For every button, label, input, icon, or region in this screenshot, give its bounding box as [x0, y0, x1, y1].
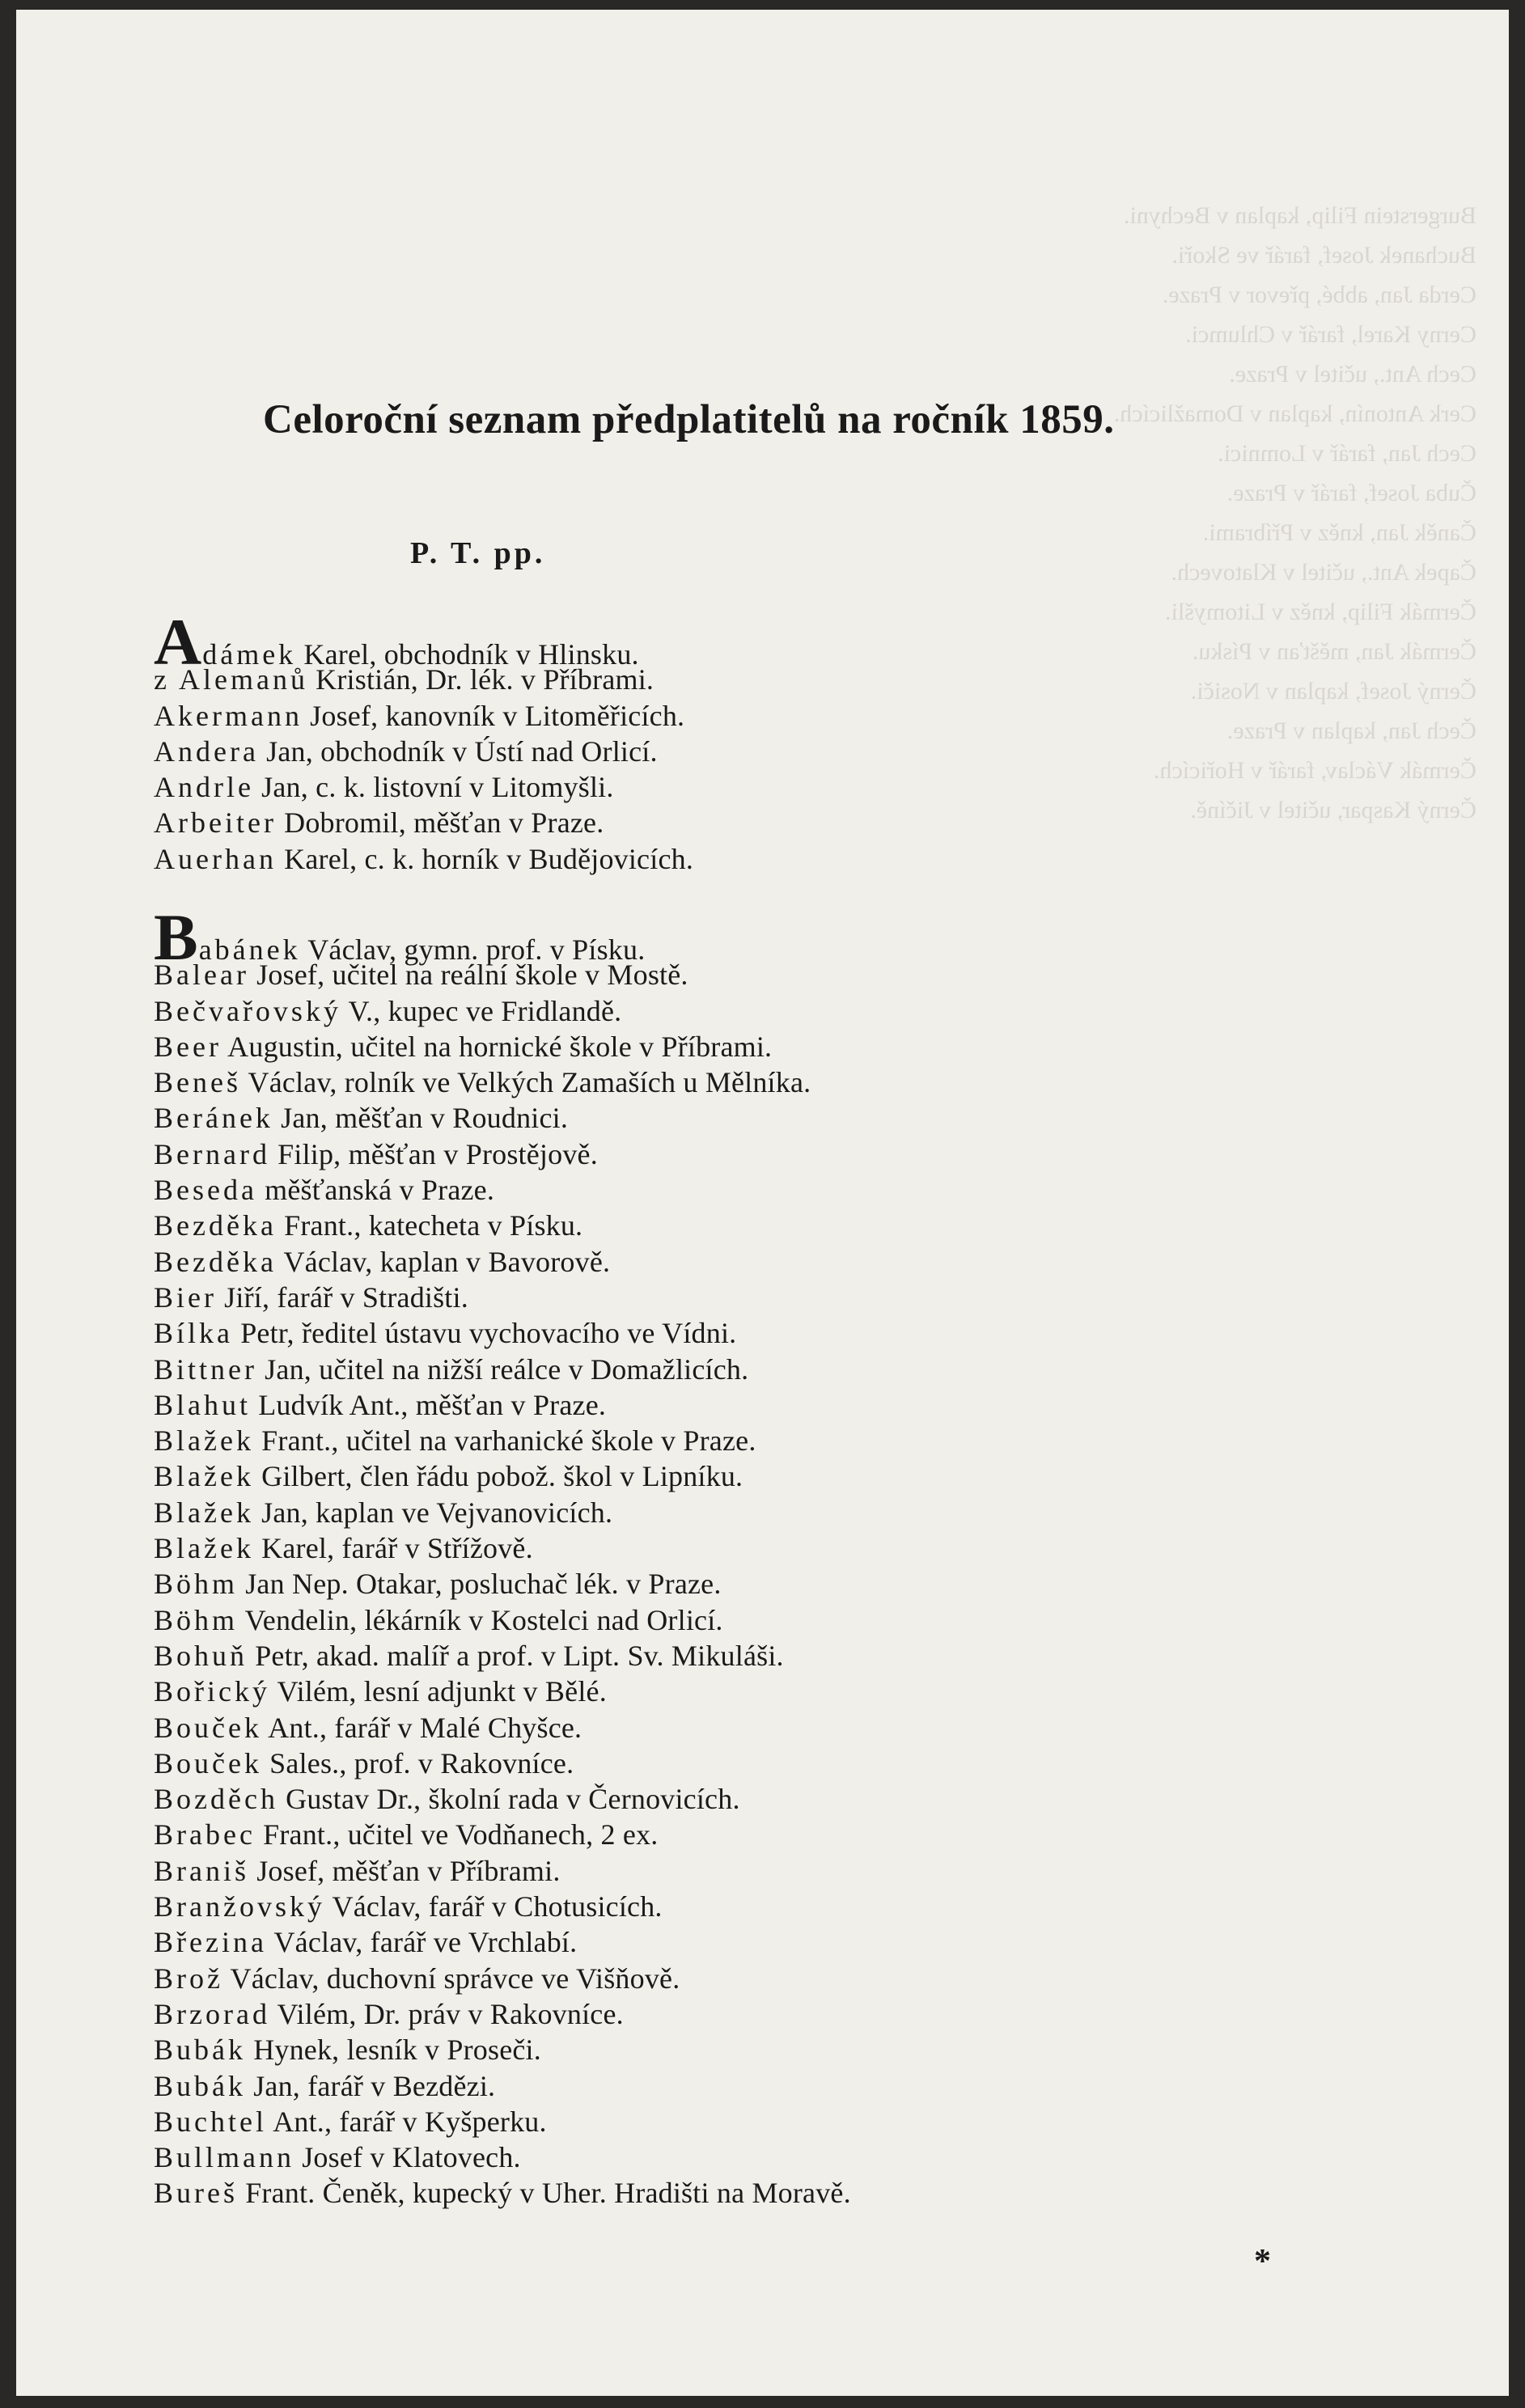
subscriber-surname: Březina	[154, 1926, 267, 1959]
subscriber-details: Jiří, farář v Stradišti.	[216, 1280, 468, 1314]
section-initial: B	[154, 900, 198, 974]
subscriber-details: Karel, obchodník v Hlinsku.	[296, 638, 639, 671]
subscriber-surname: Blažek	[154, 1532, 254, 1565]
subscriber-details: Frant. Čeněk, kupecký v Uher. Hradišti na Moravě.	[238, 2177, 851, 2210]
subscriber-details: Vilém, lesní adjunkt v Bělé.	[269, 1675, 607, 1708]
subscriber-details: Vendelin, lékárník v Kostelci nad Orlicí.	[238, 1603, 723, 1636]
subscriber-details: Filip, měšťan v Prostějově.	[269, 1137, 598, 1170]
subscriber-entry	[154, 698, 693, 734]
subscriber-details: Ludvík Ant., měšťan v Praze.	[251, 1388, 607, 1421]
subscriber-details: Frant., katecheta v Písku.	[276, 1209, 583, 1242]
subscriber-details: Jan, farář v Bezdězi.	[246, 2069, 496, 2102]
subscriber-details: Sales., prof. v Rakovníce.	[261, 1746, 574, 1780]
subscriber-entry	[154, 1530, 851, 1566]
subscriber-surname: Bernard	[154, 1137, 270, 1170]
section-initial: A	[154, 605, 202, 679]
subscriber-details: Ant., farář v Malé Chyšce.	[261, 1711, 582, 1744]
subscriber-details: Frant., učitel ve Vodňanech, 2 ex.	[255, 1818, 659, 1851]
subscriber-surname: Brzorad	[154, 1997, 270, 2030]
subscriber-entry	[154, 1961, 851, 1996]
subscriber-details: Petr, ředitel ústavu vychovacího ve Vídni.	[233, 1317, 737, 1350]
subscriber-entry	[154, 769, 693, 805]
subscriber-surname: Arbeiter	[154, 806, 277, 840]
subscriber-surname: Bezděka	[154, 1245, 277, 1278]
subscriber-entry	[154, 1853, 851, 1889]
subscriber-surname: Bořický	[154, 1675, 270, 1708]
section-b	[154, 900, 851, 2211]
subscriber-surname: Bier	[154, 1280, 217, 1314]
subscriber-entry	[154, 1817, 851, 1852]
subscriber-entry	[154, 1996, 851, 2032]
subscriber-details: Jan, c. k. listovní v Litomyšli.	[253, 771, 614, 804]
subscriber-details: měšťanská v Praze.	[256, 1174, 495, 1207]
subscriber-entry	[154, 1100, 851, 1136]
subscriber-surname: dámek	[202, 638, 297, 671]
subscriber-entry	[154, 1710, 851, 1746]
subscriber-surname: Bubák	[154, 2033, 246, 2067]
subscriber-surname: Blažek	[154, 1424, 254, 1458]
subscriber-entry	[154, 2104, 851, 2139]
subscriber-surname: Blažek	[154, 1496, 254, 1529]
subscriber-details: Gustav Dr., školní rada v Černovicích.	[277, 1783, 740, 1816]
subscriber-entry	[154, 1352, 851, 1387]
subscriber-details: Václav, rolník ve Velkých Zamaších u Mělníka.	[240, 1066, 811, 1099]
subscriber-entry	[154, 1566, 851, 1602]
subscriber-entry	[154, 1924, 851, 1960]
subscriber-entry	[154, 993, 851, 1029]
subscriber-surname: Beneš	[154, 1066, 241, 1099]
subscriber-entry	[154, 1208, 851, 1243]
subscriber-entry	[154, 1638, 851, 1674]
subscriber-surname: Bohuň	[154, 1639, 248, 1672]
subscriber-entry	[154, 1674, 851, 1709]
subscriber-entry	[154, 605, 693, 679]
subscriber-entry	[154, 662, 693, 697]
subscriber-details: Ant., farář v Kyšperku.	[266, 2105, 547, 2138]
subscriber-details: Augustin, učitel na hornické škole v Příbrami.	[221, 1030, 773, 1063]
subscriber-surname: Bubák	[154, 2069, 246, 2102]
subscriber-details: Václav, gymn. prof. v Písku.	[300, 933, 646, 966]
subscriber-surname: Braniš	[154, 1854, 249, 1887]
subscriber-entry	[154, 2032, 851, 2067]
subscriber-entry	[154, 734, 693, 769]
subscriber-details: Vilém, Dr. práv v Rakovníce.	[269, 1997, 624, 2030]
subscriber-details: Josef, měšťan v Příbrami.	[249, 1854, 561, 1887]
subscriber-entry	[154, 1423, 851, 1458]
subscriber-entry	[154, 1889, 851, 1924]
subscriber-details: V., kupec ve Fridlandě.	[341, 994, 622, 1027]
subscriber-details: Josef, učitel na reální škole v Mostě.	[248, 959, 688, 992]
subscriber-entry	[154, 1172, 851, 1208]
subscriber-surname: z Alemanů	[154, 663, 308, 696]
subscriber-details: Petr, akad. malíř a prof. v Lipt. Sv. Mikuláši.	[248, 1639, 784, 1672]
subscriber-list	[16, 10, 1509, 2396]
section-a	[154, 605, 694, 877]
subscriber-details: Jan Nep. Otakar, posluchač lék. v Praze.	[238, 1568, 722, 1601]
subscriber-surname: Balear	[154, 959, 249, 992]
subscriber-details: Václav, farář ve Vrchlabí.	[266, 1926, 578, 1959]
subscriber-surname: Branžovský	[154, 1890, 325, 1923]
honorific-heading: P. T. pp.	[410, 536, 546, 570]
subscriber-details: Karel, farář v Střížově.	[253, 1532, 533, 1565]
show-through-text: Burgerstein Filip, kaplan v Bechyni. Buchanek Josef, farář ve Skoři. Cerda Jan, abbé, převor v Praze. Cerny Karel, farář v Chlumci. Cech Ant., učitel v Praze. Cerk Antonín, kaplan v Domažlicích. Cech Jan, farář v Lomnici. Čuba Josef, farář v Praze. Čaněk Jan, kněz v Příbrami. Čapek Ant., učitel v Klatovech. Čermák Filip, kněz v Litomyšli. Čermák Jan, měšťan v Písku. Černý Josef, kaplan v Nosiči. Čech Jan, kaplan v Praze. Čermák Václav, farář v Hořicích. Černý Kaspar, učitel v Jičíně.	[1113, 202, 1476, 823]
subscriber-entry	[154, 841, 693, 877]
subscriber-entry	[154, 957, 851, 992]
subscriber-surname: Bittner	[154, 1352, 257, 1386]
subscriber-surname: Blažek	[154, 1460, 254, 1493]
subscriber-surname: Buchtel	[154, 2105, 267, 2138]
document-page	[16, 10, 1509, 2396]
subscriber-entry	[154, 1602, 851, 1638]
subscriber-entry	[154, 1136, 851, 1172]
subscriber-details: Václav, kaplan v Bavorově.	[276, 1245, 611, 1278]
subscriber-surname: Bozděch	[154, 1783, 278, 1816]
subscriber-entry	[154, 805, 693, 840]
subscriber-surname: Bouček	[154, 1746, 262, 1780]
subscriber-entry	[154, 1244, 851, 1280]
subscriber-surname: Bouček	[154, 1711, 262, 1744]
subscriber-entry	[154, 2139, 851, 2175]
subscriber-entry	[154, 2068, 851, 2104]
subscriber-entry	[154, 2175, 851, 2211]
subscriber-entry	[154, 1781, 851, 1817]
subscriber-surname: Beránek	[154, 1102, 273, 1135]
subscriber-surname: Bezděka	[154, 1209, 277, 1242]
subscriber-details: Hynek, lesník v Proseči.	[246, 2033, 541, 2067]
subscriber-details: Jan, měšťan v Roudnici.	[273, 1102, 569, 1135]
subscriber-entry	[154, 1458, 851, 1494]
subscriber-surname: Andrle	[154, 771, 254, 804]
subscriber-surname: Blahut	[154, 1388, 251, 1421]
subscriber-surname: Bílka	[154, 1317, 233, 1350]
subscriber-entry	[154, 1029, 851, 1064]
subscriber-entry	[154, 900, 851, 974]
subscriber-surname: Bureš	[154, 2177, 238, 2210]
subscriber-surname: Akermann	[154, 699, 303, 732]
subscriber-entry	[154, 1387, 851, 1423]
subscriber-entry	[154, 1064, 851, 1100]
subscriber-details: Frant., učitel na varhanické škole v Praze.	[253, 1424, 756, 1458]
page-title: Celoroční seznam předplatitelů na ročník 1859.	[263, 397, 1115, 442]
subscriber-surname: Böhm	[154, 1603, 239, 1636]
subscriber-details: Václav, duchovní správce ve Višňově.	[222, 1962, 680, 1995]
subscriber-details: Karel, c. k. horník v Budějovicích.	[276, 842, 694, 875]
subscriber-details: Václav, farář v Chotusicích.	[324, 1890, 663, 1923]
subscriber-entry	[154, 1315, 851, 1351]
subscriber-surname: Beseda	[154, 1174, 257, 1207]
subscriber-details: Josef, kanovník v Litoměřicích.	[302, 699, 685, 732]
subscriber-details: Jan, kaplan ve Vejvanovicích.	[253, 1496, 613, 1529]
subscriber-entry	[154, 1280, 851, 1315]
subscriber-surname: Beer	[154, 1030, 222, 1063]
subscriber-surname: Andera	[154, 734, 259, 768]
subscriber-surname: Auerhan	[154, 842, 277, 875]
subscriber-surname: abánek	[198, 933, 301, 966]
subscriber-details: Jan, obchodník v Ústí nad Orlicí.	[258, 734, 658, 768]
subscriber-surname: Böhm	[154, 1568, 239, 1601]
subscriber-surname: Bullmann	[154, 2141, 294, 2174]
subscriber-details: Kristián, Dr. lék. v Příbrami.	[307, 663, 654, 696]
subscriber-entry	[154, 1746, 851, 1781]
subscriber-details: Josef v Klatovech.	[294, 2141, 521, 2174]
subscriber-entry	[154, 1495, 851, 1530]
footer-asterisk: *	[1254, 2243, 1271, 2280]
subscriber-details: Gilbert, člen řádu pobož. škol v Lipníku.	[253, 1460, 743, 1493]
subscriber-details: Jan, učitel na nižší reálce v Domažlicích.	[256, 1352, 749, 1386]
subscriber-surname: Brabec	[154, 1818, 256, 1851]
subscriber-surname: Brož	[154, 1962, 223, 1995]
subscriber-details: Dobromil, měšťan v Praze.	[276, 806, 604, 840]
subscriber-surname: Bečvařovský	[154, 994, 341, 1027]
